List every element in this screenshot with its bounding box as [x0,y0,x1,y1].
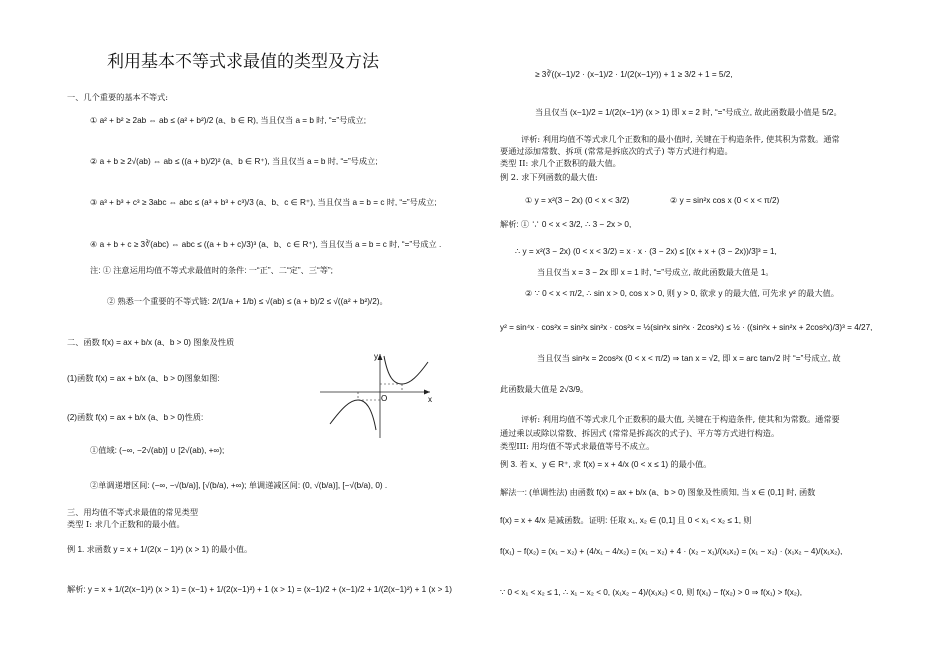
comment-1-line-2: 要通过添加常数、拆项 (常常是拆底次的式子) 等方式进行构造。 [500,146,733,156]
properties-intro: (2)函数 f(x) = ax + b/x (a、b > 0)性质: [67,413,204,422]
example-2: 例 2. 求下列函数的最大值: [500,172,598,182]
comment-2-line-1: 评析: 利用均值不等式求几个正数积的最大值, 关键在于构造条件, 使其和为常数。通常要 [521,414,840,424]
left-branch [330,400,376,430]
y-axis-arrow [378,354,383,360]
solution-2-line-7: 此函数最大值是 2√3/9。 [500,385,589,394]
example-2-part-2: ② y = sin²x cos x (0 < x < π/2) [670,196,780,205]
solution-3-line-2: f(x) = x + 4/x 是减函数。证明: 任取 x₁, x₂ ∈ (0,1] 且 0 < x₁ < x₂ ≤ 1, 则 [500,516,752,525]
right-branch [384,356,428,384]
solution-2-line-5: y² = sin⁴x · cos²x = sin²x sin²x · cos²x = ½(sin²x sin²x · 2cos²x) ≤ ½ · ((sin²x + sin²x + 2cos²x)/3)³ = 4/27, [500,323,873,332]
solution-2-line-2: ∴ y = x²(3 − 2x) (0 < x < 3/2) = x · x · (3 − 2x) ≤ [(x + x + (3 − 2x))/3]³ = 1, [515,247,777,256]
graph-intro: (1)函数 f(x) = ax + b/x (a、b > 0)图象如图: [67,374,220,383]
solution-2-line-4: ② ∵ 0 < x < π/2, ∴ sin x > 0, cos x > 0, 则 y > 0, 欲求 y 的最大值, 可先求 y² 的最大值。 [525,289,839,298]
example-2-part-1: ① y = x²(3 − 2x) (0 < x < 3/2) [525,196,630,205]
section-2-heading: 二、函数 f(x) = ax + b/x (a、b > 0) 图象及性质 [67,338,235,347]
solution-1: 解析: y = x + 1/(2(x−1)²) (x > 1) = (x−1) + 1/(2(x−1)²) + 1 (x > 1) = (x−1)/2 + (x−1)/2 + 1/(2(x−1)²) + 1 (x > 1) [67,585,452,594]
comment-2-line-2: 通过乘以或除以常数、拆因式 (常常是拆高次的式子)、平方等方式进行构造。 [500,428,780,438]
section-3-heading: 三、用均值不等式求最值的常见类型 [67,507,199,517]
graph-origin-label: O [381,394,388,403]
note-2: ② 熟悉一个重要的不等式链: 2/(1/a + 1/b) ≤ √(ab) ≤ (a + b)/2 ≤ √((a² + b²)/2)。 [107,297,388,306]
monotonicity-property: ②单调递增区间: (−∞, −√(b/a)], [√(b/a), +∞); 单调递减区间: (0, √(b/a)], [−√(b/a), 0) . [90,481,388,490]
solution-3-line-1: 解法一: (单调性法) 由函数 f(x) = ax + b/x (a、b > 0) 图象及性质知, 当 x ∈ (0,1] 时, 函数 [500,488,816,497]
page-title: 利用基本不等式求最值的类型及方法 [107,52,379,72]
type-1-label: 类型 I: 求几个正数和的最小值。 [67,519,185,529]
note-1: 注: ① 注意运用均值不等式求最值时的条件: 一“正”、二“定”、三“等”; [90,266,333,275]
type-3-label: 类型III: 用均值不等式求最值等号不成立。 [500,441,655,451]
solution-3-line-4: ∵ 0 < x₁ < x₂ ≤ 1, ∴ x₁ − x₂ < 0, (x₁x₂ − 4)/(x₁x₂) < 0, 则 f(x₁) − f(x₂) > 0 ⇒ f(x₁) > f(x₂), [500,588,802,597]
right-column [475,0,950,658]
solution-2-line-3: 当且仅当 x = 3 − 2x 即 x = 1 时, “=”号成立, 故此函数最大值是 1。 [537,268,774,277]
type-2-label: 类型 II: 求几个正数积的最大值。 [500,158,621,168]
graph-x-label: x [428,395,432,404]
inequality-4: ④ a + b + c ≥ 3∛(abc) ⇔ abc ≤ ((a + b + c)/3)³ (a、b、c ∈ R⁺), 当且仅当 a = b = c 时, “=”号成立 . [90,240,442,249]
solution-2-line-1: 解析: ① ∵ 0 < x < 3/2, ∴ 3 − 2x > 0, [500,220,632,229]
graph-y-label: y [374,352,378,361]
section-1-heading: 一、几个重要的基本不等式: [67,92,169,102]
inequality-2: ② a + b ≥ 2√(ab) ⇔ ab ≤ ((a + b)/2)² (a、b ∈ R⁺), 当且仅当 a = b 时, “=”号成立; [90,157,378,166]
solution-1-conclusion: 当且仅当 (x−1)/2 = 1/(2(x−1)²) (x > 1) 即 x = 2 时, “=”号成立, 故此函数最小值是 5/2。 [535,108,842,117]
solution-2-line-6: 当且仅当 sin²x = 2cos²x (0 < x < π/2) ⇒ tan x = √2, 即 x = arc tan√2 时 “=”号成立, 故 [537,354,841,363]
solution-3-line-3: f(x₁) − f(x₂) = (x₁ − x₂) + (4/x₁ − 4/x₂) = (x₁ − x₂) + 4 · (x₂ − x₁)/(x₁x₂) = (x₁ − x₂) · (x₁x₂ − 4)/(x₁x₂), [500,547,843,556]
inequality-3: ③ a³ + b³ + c³ ≥ 3abc ⇔ abc ≤ (a³ + b³ + c³)/3 (a、b、c ∈ R⁺), 当且仅当 a = b = c 时, “=”号成立; [90,198,437,207]
example-1: 例 1. 求函数 y = x + 1/(2(x − 1)²) (x > 1) 的最小值。 [67,545,253,554]
solution-1-continued: ≥ 3∛((x−1)/2 · (x−1)/2 · 1/(2(x−1)²)) + 1 ≥ 3/2 + 1 = 5/2, [535,70,733,79]
example-3: 例 3. 若 x、y ∈ R⁺, 求 f(x) = x + 4/x (0 < x ≤ 1) 的最小值。 [500,460,712,469]
range-property: ①值域: (−∞, −2√(ab)] ∪ [2√(ab), +∞); [90,446,225,455]
function-graph [318,350,438,440]
x-axis-arrow [424,390,430,395]
inequality-1: ① a² + b² ≥ 2ab ⇔ ab ≤ (a² + b²)/2 (a、b ∈ R), 当且仅当 a = b 时, “=”号成立; [90,116,366,125]
comment-1-line-1: 评析: 利用均值不等式求几个正数和的最小值时, 关键在于构造条件, 使其积为常数。通常 [521,134,840,144]
